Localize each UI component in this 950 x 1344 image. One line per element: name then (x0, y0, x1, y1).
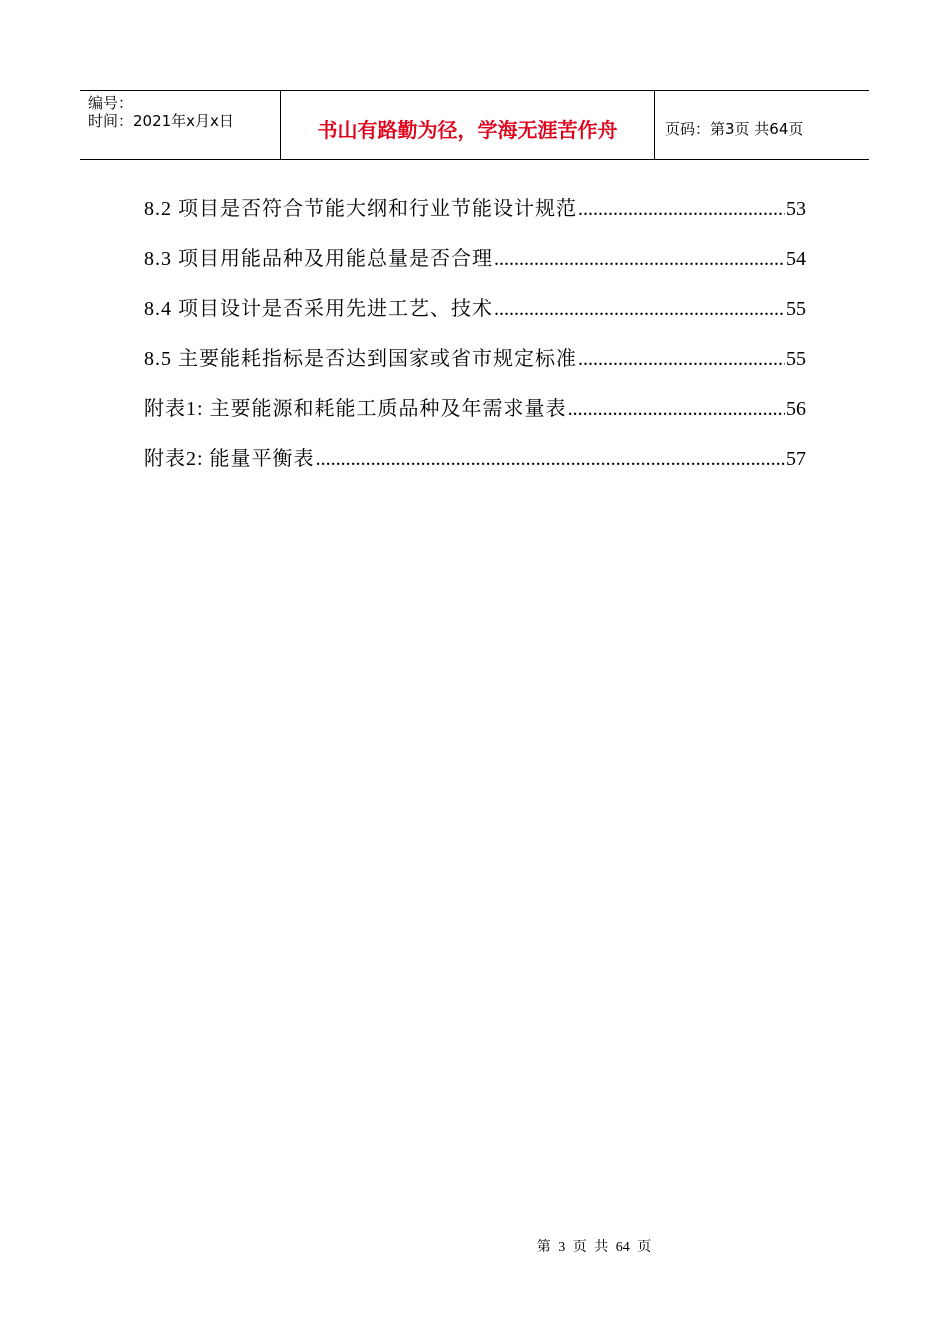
toc-entry-text: 8.4 项目设计是否采用先进工艺、技术 (144, 298, 493, 320)
toc-entry-text: 附表2: 能量平衡表 (144, 448, 315, 470)
header-number-label: 编号： (88, 94, 134, 112)
toc-entry-text: 8.2 项目是否符合节能大纲和行业节能设计规范 (144, 198, 577, 220)
header-motto: 书山有路勤为径，学海无涯苦作舟 (281, 91, 655, 159)
toc-entry[interactable] (144, 443, 806, 493)
page-footer: 第 3 页 共 64 页 (536, 1240, 652, 1255)
table-of-contents (144, 193, 806, 493)
toc-leader-dots (578, 193, 785, 225)
toc-entry[interactable] (144, 393, 806, 443)
toc-entry-page: 55 (786, 298, 806, 320)
toc-entry-page: 54 (786, 248, 806, 270)
toc-entry-page: 55 (786, 348, 806, 370)
toc-entry[interactable] (144, 243, 806, 293)
toc-leader-dots (578, 343, 785, 375)
toc-entry-text: 8.3 项目用能品种及用能总量是否合理 (144, 248, 493, 270)
toc-entry-text: 8.5 主要能耗指标是否达到国家或省市规定标准 (144, 348, 577, 370)
toc-leader-dots (494, 243, 785, 275)
toc-entry-page: 53 (786, 198, 806, 220)
header-meta-cell (80, 91, 281, 159)
toc-entry-page: 57 (786, 448, 806, 470)
toc-entry[interactable] (144, 343, 806, 393)
toc-leader-dots (494, 293, 785, 325)
toc-entry-text: 附表1: 主要能源和耗能工质品种及年需求量表 (144, 398, 567, 420)
page-header (80, 90, 869, 160)
toc-entry-page: 56 (786, 398, 806, 420)
toc-leader-dots (568, 393, 785, 425)
toc-entry[interactable] (144, 293, 806, 343)
toc-leader-dots (316, 443, 785, 475)
header-time-label: 时间：2021年x月x日 (88, 112, 234, 130)
header-page-code: 页码：第3页 共64页 (665, 119, 804, 138)
toc-entry[interactable] (144, 193, 806, 243)
